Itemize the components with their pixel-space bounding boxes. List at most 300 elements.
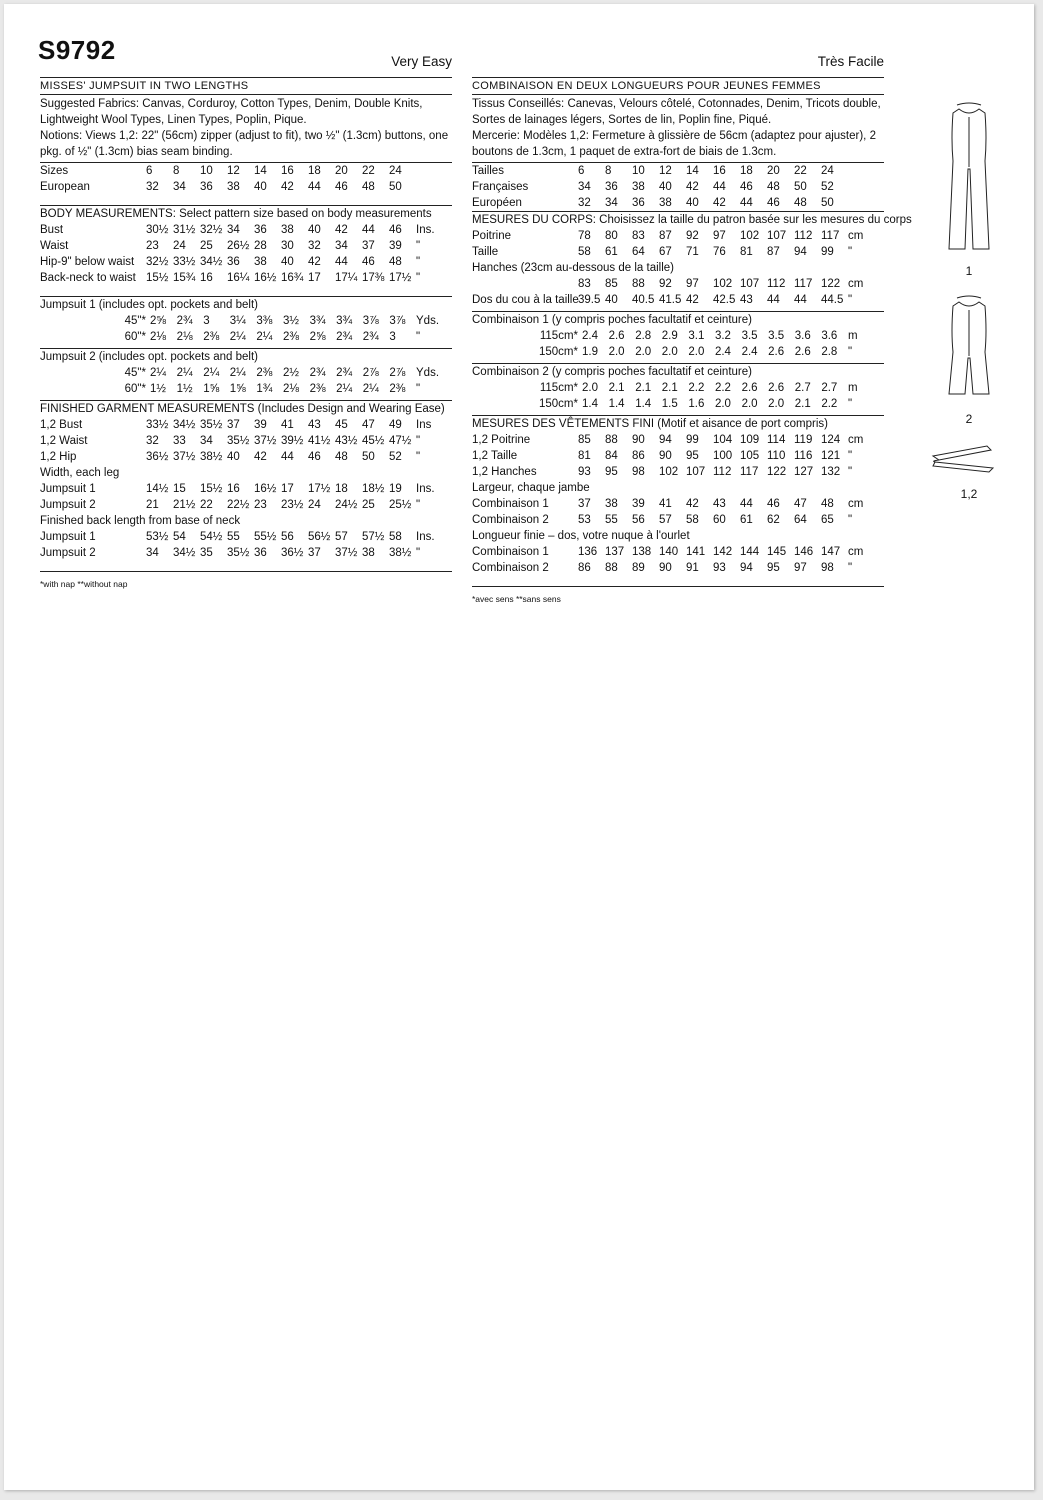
size-value: 122	[767, 466, 787, 478]
unit-label: cm	[848, 230, 864, 242]
size-value: 37	[362, 240, 375, 252]
size-value: 3.6	[821, 330, 838, 342]
size-value: 114	[767, 434, 786, 446]
size-value: 64	[794, 514, 807, 526]
size-value: 10	[200, 165, 213, 177]
row-label: Jumpsuit 2	[40, 499, 96, 511]
row-label: Back-neck to waist	[40, 272, 136, 284]
size-value: 38	[632, 181, 645, 193]
body-rows	[40, 222, 452, 286]
footnote-fr: *avec sens **sans sens	[472, 594, 561, 604]
size-value: 2.4	[741, 346, 758, 358]
size-value: 50	[821, 197, 834, 209]
fabrics-label: Suggested Fabrics:	[40, 98, 140, 110]
size-value: 2.0	[714, 398, 731, 410]
size-value: 107	[686, 466, 706, 478]
table-row	[40, 449, 452, 465]
finished-measurements-fr	[472, 416, 884, 587]
size-value: 2.1	[661, 382, 678, 394]
size-value: 36½	[281, 547, 304, 559]
size-value: 24	[173, 240, 186, 252]
size-value: 2¼	[150, 367, 166, 379]
finished-title: FINISHED GARMENT MEASUREMENTS (Includes Design and Wearing Ease)	[40, 403, 445, 415]
size-value: 144	[740, 546, 760, 558]
size-value: 12	[659, 165, 672, 177]
size-value: 2¼	[229, 367, 246, 379]
size-value: 1.9	[582, 346, 598, 358]
size-value: 30½	[146, 224, 169, 236]
belt-drawing	[929, 442, 1009, 482]
size-value: 56	[281, 531, 294, 543]
size-value: 1½	[150, 383, 166, 395]
size-value: 46	[362, 256, 375, 268]
size-value: 3.1	[688, 330, 705, 342]
size-value: 17	[281, 483, 294, 495]
table-row	[40, 270, 452, 286]
size-value: 36	[605, 181, 618, 193]
size-value: 58	[578, 246, 591, 258]
size-value: 24	[821, 165, 834, 177]
size-value: 48	[335, 451, 348, 463]
fabrics-fr	[472, 95, 884, 163]
table-row	[472, 560, 884, 576]
size-value: 25	[200, 240, 213, 252]
size-value: 32½	[200, 224, 223, 236]
size-value: 98	[632, 466, 645, 478]
size-value: 16	[281, 165, 294, 177]
row-label: Combinaison 2	[472, 514, 549, 526]
size-value: 22	[362, 165, 375, 177]
size-value: 140	[659, 546, 679, 558]
english-header	[38, 35, 452, 78]
size-value: 2¾	[362, 331, 379, 343]
table-row	[472, 244, 884, 260]
size-value: 142	[713, 546, 733, 558]
size-value: 18	[335, 483, 348, 495]
size-value: 98	[821, 562, 834, 574]
size-value: 147	[821, 546, 841, 558]
size-value: 56	[632, 514, 645, 526]
leg-width-rows	[40, 481, 452, 513]
size-value: 16	[713, 165, 726, 177]
size-value: 112	[713, 466, 732, 478]
size-value: 45½	[362, 435, 385, 447]
size-value: 1.4	[635, 398, 652, 410]
size-value: 25½	[389, 499, 412, 511]
size-value: 94	[794, 246, 807, 258]
size-value: 141	[686, 546, 706, 558]
unit-label: "	[416, 435, 421, 447]
size-value: 107	[767, 230, 787, 242]
size-value: 2.6	[794, 346, 811, 358]
row-label: 1,2 Taille	[472, 450, 518, 462]
row-label: 1,2 Bust	[40, 419, 83, 431]
size-value: 44.5	[821, 294, 844, 306]
jumpsuit1-yardage	[40, 297, 452, 349]
size-value: 89	[632, 562, 645, 574]
size-value: 24	[389, 165, 402, 177]
size-value: 3⅜	[256, 315, 273, 327]
size-value: 121	[821, 450, 841, 462]
size-value: 23	[146, 240, 159, 252]
unit-label: "	[848, 246, 853, 258]
unit-label: "	[416, 272, 421, 284]
size-value: 102	[740, 230, 760, 242]
unit-label: "	[848, 562, 853, 574]
size-value: 34½	[200, 256, 223, 268]
size-value: 20	[767, 165, 780, 177]
size-value: 8	[605, 165, 612, 177]
size-value: 32½	[146, 256, 169, 268]
size-value: 52	[389, 451, 402, 463]
size-value: 112	[767, 278, 786, 290]
size-value: 2.4	[582, 330, 598, 342]
size-value: 36	[200, 181, 213, 193]
unit-label: "	[848, 294, 853, 306]
size-value: 39	[389, 240, 402, 252]
size-value: 86	[632, 450, 645, 462]
row-label: 1,2 Waist	[40, 435, 88, 447]
size-value: 2¼	[362, 383, 379, 395]
size-value: 32	[146, 181, 159, 193]
size-value: 37	[227, 419, 240, 431]
size-value: 55½	[254, 531, 277, 543]
unit-label: Yds.	[416, 315, 440, 327]
size-value: 2.6	[608, 330, 625, 342]
size-value: 2¾	[336, 331, 353, 343]
size-value: 145	[767, 546, 787, 558]
size-value: 2⅛	[282, 383, 299, 395]
size-value: 104	[713, 434, 733, 446]
size-value: 44	[308, 181, 321, 193]
unit-label: "	[416, 499, 421, 511]
size-value: 17⅜	[362, 272, 385, 284]
size-value: 48	[821, 498, 834, 510]
size-value: 1.6	[688, 398, 705, 410]
size-value: 97	[713, 230, 726, 242]
difficulty-en: Very Easy	[391, 54, 452, 69]
size-value: 97	[686, 278, 699, 290]
row-label: Bust	[40, 224, 64, 236]
size-value: 65	[821, 514, 834, 526]
size-value: 28	[254, 240, 267, 252]
size-value: 16	[200, 272, 213, 284]
row-label: Combinaison 2	[472, 562, 549, 574]
table-row	[472, 179, 884, 195]
size-value: 117	[821, 230, 840, 242]
row-label: 1,2 Poitrine	[472, 434, 531, 446]
size-value: 10	[632, 165, 645, 177]
size-value: 67	[659, 246, 672, 258]
size-value: 22	[794, 165, 807, 177]
size-value: 44	[335, 256, 348, 268]
size-value: 41	[281, 419, 294, 431]
body-title-fr: MESURES DU CORPS: Choisissez la taille du patron basée sur les mesures du corps	[472, 214, 912, 226]
row-label: 45"*	[124, 367, 146, 379]
size-value: 19	[389, 483, 402, 495]
unit-label: cm	[848, 434, 864, 446]
row-label: Tailles	[472, 165, 504, 177]
size-value: 50	[794, 181, 807, 193]
size-value: 12	[227, 165, 240, 177]
table-row	[472, 496, 884, 512]
size-value: 87	[767, 246, 780, 258]
size-value: 34½	[173, 547, 196, 559]
table-row	[40, 365, 452, 381]
row-label: 115cm*	[539, 330, 578, 342]
size-value: 46	[335, 181, 348, 193]
size-value: 85	[605, 278, 618, 290]
size-value: 52	[821, 181, 834, 193]
belt-label: 1,2	[960, 487, 978, 501]
size-value: 38	[227, 181, 240, 193]
size-value: 2.7	[794, 382, 811, 394]
table-row	[472, 544, 884, 560]
size-value: 6	[578, 165, 585, 177]
leg-width-title: Width, each leg	[40, 467, 120, 479]
size-value: 97	[794, 562, 807, 574]
unit-label: m	[848, 382, 858, 394]
fabrics-text-fr: Canevas, Velours côtelé, Cotonnades, Denim, Tricots double, Sortes de lainages légers, Sortes de lin, Poplin fine, Piqué.	[472, 98, 881, 126]
body-measurements-en	[40, 206, 452, 297]
size-value: 64	[632, 246, 645, 258]
size-value: 2¼	[203, 367, 220, 379]
size-value: 2.4	[714, 346, 731, 358]
size-value: 48	[794, 197, 807, 209]
size-value: 46	[740, 181, 753, 193]
size-value: 46	[389, 224, 402, 236]
jumpsuit2-title: Jumpsuit 2 (includes opt. pockets and belt)	[40, 351, 258, 363]
notions-label-fr: Mercerie: Modèles 1,2:	[472, 130, 589, 142]
size-value: 39	[632, 498, 645, 510]
size-value: 100	[713, 450, 733, 462]
table-row	[40, 481, 452, 497]
size-value: 40	[659, 181, 672, 193]
size-value: 3.2	[714, 330, 731, 342]
size-value: 31½	[173, 224, 196, 236]
size-value: 18	[740, 165, 753, 177]
table-row	[40, 254, 452, 270]
row-label: 115cm*	[539, 382, 578, 394]
size-value: 1.4	[608, 398, 625, 410]
size-value: 1⅝	[203, 383, 220, 395]
size-value: 33	[173, 435, 186, 447]
size-value: 83	[578, 278, 591, 290]
fabrics-en	[40, 95, 452, 163]
size-value: 40	[227, 451, 240, 463]
size-value: 93	[713, 562, 726, 574]
size-value: 2.0	[608, 346, 625, 358]
size-value: 24½	[335, 499, 358, 511]
size-value: 18½	[362, 483, 385, 495]
row-label: 1,2 Hip	[40, 451, 77, 463]
notions-text-fr: Fermeture à glissière de 56cm (adaptez pour ajuster), 2 boutons de 1.3cm, 1 paquet de extra-fort de biais de 1.3cm.	[472, 130, 876, 158]
size-value: 83	[632, 230, 645, 242]
table-row	[472, 344, 884, 360]
size-value: 53	[578, 514, 591, 526]
size-value: 138	[632, 546, 652, 558]
table-row	[40, 163, 452, 179]
size-value: 47	[794, 498, 807, 510]
size-value: 36½	[146, 451, 169, 463]
size-value: 18	[308, 165, 321, 177]
size-value: 22½	[227, 499, 250, 511]
size-value: 88	[605, 562, 618, 574]
size-value: 39.5	[578, 294, 601, 306]
size-value: 14	[254, 165, 267, 177]
size-value: 43	[308, 419, 321, 431]
size-value: 32	[308, 240, 321, 252]
size-value: 93	[578, 466, 591, 478]
size-value: 36	[632, 197, 645, 209]
size-value: 3¾	[336, 315, 353, 327]
size-value: 34½	[173, 419, 196, 431]
unit-label: "	[416, 240, 421, 252]
size-value: 102	[713, 278, 733, 290]
size-value: 124	[821, 434, 841, 446]
size-value: 2.0	[661, 346, 678, 358]
size-value: 48	[389, 256, 402, 268]
size-value: 47	[362, 419, 375, 431]
body-measurements-fr	[472, 212, 912, 312]
unit-label	[848, 179, 884, 195]
size-value: 1.5	[661, 398, 678, 410]
size-value: 137	[605, 546, 625, 558]
size-value: 87	[659, 230, 672, 242]
size-value: 40	[308, 224, 321, 236]
size-value: 47½	[389, 435, 412, 447]
table-row	[472, 328, 884, 344]
size-value: 44	[713, 181, 726, 193]
table-row	[472, 448, 884, 464]
size-value: 44	[794, 294, 807, 306]
row-label: 60"*	[124, 383, 146, 395]
size-value: 54½	[200, 531, 223, 543]
size-value: 2⅞	[389, 367, 406, 379]
size-value: 38½	[389, 547, 412, 559]
size-value: 38	[659, 197, 672, 209]
size-value: 110	[767, 450, 786, 462]
size-value: 15	[173, 483, 186, 495]
table-row	[472, 163, 884, 179]
unit-label	[416, 179, 452, 195]
size-value: 25	[362, 499, 375, 511]
combinaison1-rows	[472, 328, 884, 360]
combinaison2-rows	[472, 380, 884, 412]
sizes-rows	[40, 163, 452, 195]
pattern-envelope-back	[4, 4, 1034, 1490]
view2-jumpsuit-drawing	[929, 292, 1009, 407]
size-value: 14½	[146, 483, 169, 495]
size-value: 36	[254, 547, 267, 559]
size-value: 2.2	[714, 382, 731, 394]
size-value: 1½	[176, 383, 193, 395]
unit-label: "	[848, 514, 853, 526]
table-row	[472, 464, 884, 480]
table-row	[472, 228, 884, 244]
size-value: 3.6	[794, 330, 811, 342]
size-value: 41.5	[659, 294, 682, 306]
size-value: 2⅛	[150, 331, 166, 343]
size-value: 40	[686, 197, 699, 209]
size-value: 1¾	[256, 383, 273, 395]
size-value: 42	[686, 498, 699, 510]
table-row	[40, 381, 452, 397]
size-value: 81	[740, 246, 753, 258]
size-value: 21½	[173, 499, 196, 511]
back-length-rows-fr	[472, 544, 884, 576]
row-label: Taille	[472, 246, 499, 258]
size-value: 46	[767, 197, 780, 209]
size-value: 2¼	[229, 331, 246, 343]
table-row	[472, 195, 884, 211]
unit-label: "	[416, 383, 421, 395]
size-value: 2¼	[176, 367, 193, 379]
table-row	[472, 432, 884, 448]
finished-measurements-en	[40, 401, 452, 572]
notions-text: 22" (56cm) zipper (adjust to fit), two ½" (1.3cm) buttons, one pkg. of ½" (1.3cm) bias seam binding.	[40, 130, 449, 158]
size-value: 35½	[227, 547, 250, 559]
size-value: 2.2	[688, 382, 705, 394]
size-value: 127	[794, 466, 814, 478]
size-value: 35½	[200, 419, 223, 431]
french-header	[472, 42, 884, 78]
size-value: 8	[173, 165, 180, 177]
back-length-rows	[40, 529, 452, 561]
table-row	[40, 329, 452, 345]
size-value: 95	[605, 466, 618, 478]
size-value: 119	[794, 434, 813, 446]
fabrics-label-fr: Tissus Conseillés:	[472, 98, 565, 110]
size-value: 40	[254, 181, 267, 193]
back-length-title-fr: Longueur finie – dos, votre nuque à l'ourlet	[472, 530, 690, 542]
size-value: 48	[362, 181, 375, 193]
size-value: 2⅝	[309, 331, 326, 343]
sizes-table-en	[40, 163, 452, 206]
unit-label: "	[416, 256, 421, 268]
size-value: 105	[740, 450, 760, 462]
size-value: 33½	[173, 256, 196, 268]
size-value: 23	[254, 499, 267, 511]
size-value: 3.5	[741, 330, 758, 342]
size-value: 55	[227, 531, 240, 543]
size-value: 36	[227, 256, 240, 268]
table-row	[40, 179, 452, 195]
table-row	[40, 222, 452, 238]
size-value: 136	[578, 546, 598, 558]
size-value: 2.1	[635, 382, 652, 394]
size-value: 44	[740, 197, 753, 209]
unit-label: Yds.	[416, 367, 440, 379]
size-value: 99	[686, 434, 699, 446]
unit-label: Ins.	[416, 224, 435, 236]
size-value: 38	[362, 547, 375, 559]
size-value: 16¼	[227, 272, 250, 284]
row-label: Combinaison 1	[472, 546, 549, 558]
row-label	[472, 276, 578, 292]
size-value: 16½	[254, 272, 277, 284]
size-value: 15½	[200, 483, 223, 495]
size-value: 40	[605, 294, 618, 306]
size-value: 99	[821, 246, 834, 258]
size-value: 1.4	[582, 398, 598, 410]
size-value: 81	[578, 450, 591, 462]
size-value: 42	[308, 256, 321, 268]
row-label: Européen	[472, 197, 522, 209]
size-value: 2.0	[768, 398, 785, 410]
jumpsuit1-title: Jumpsuit 1 (includes opt. pockets and belt)	[40, 299, 258, 311]
size-value: 15½	[146, 272, 169, 284]
